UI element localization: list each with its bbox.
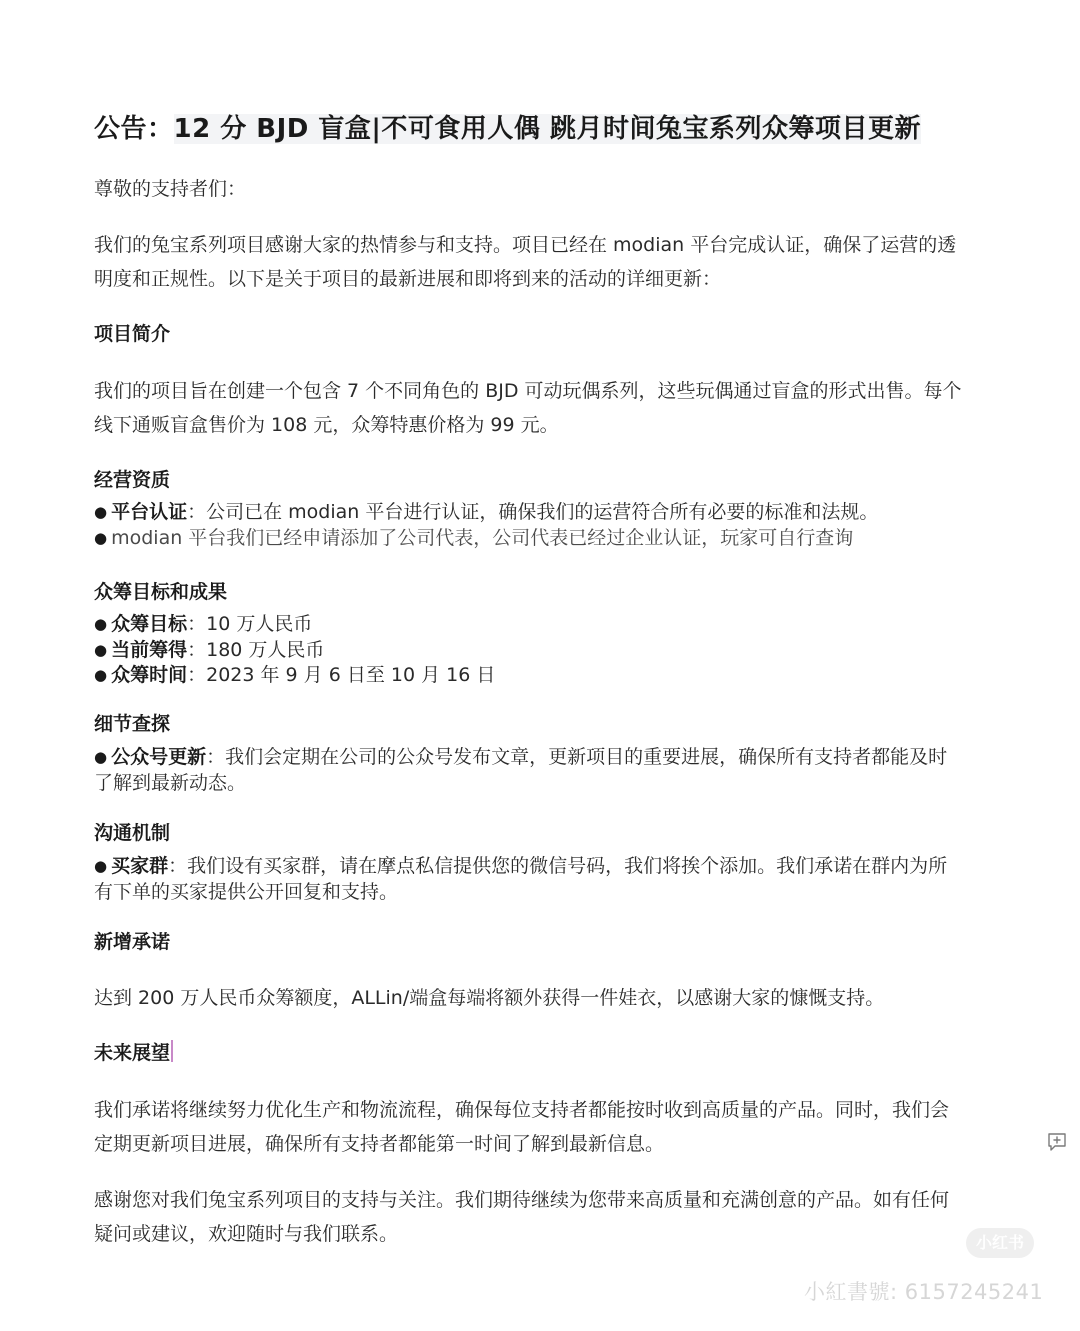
list-item [94,745,964,795]
list-item [94,663,964,689]
promise-heading: 新增承诺 [94,931,171,953]
details-heading: 细节查探 [94,713,171,735]
text-cursor [171,1040,173,1062]
bullet-icon: ● [94,857,108,875]
item-text: modian 平台我们已经申请添加了公司代表，公司代表已经过企业认证，玩家可自行查询 [111,526,854,549]
item-label: 平台认证 [111,501,188,523]
title-prefix: 公告： [94,114,174,144]
future-paragraph: 我们承诺将继续努力优化生产和物流流程，确保每位支持者都能按时收到高质量的产品。同时，我们会定期更新项目进展，确保所有支持者都能第一时间了解到最新信息。 [94,1099,950,1155]
list-item [94,500,964,526]
intro-paragraph: 我们的兔宝系列项目感谢大家的热情参与和支持。项目已经在 modian 平台完成认证，确保了运营的透明度和正规性。以下是关于项目的最新进展和即将到来的活动的详细更新： [94,234,957,290]
bullet-icon: ● [94,528,108,547]
item-text: ：10 万人民币 [187,613,313,635]
item-label: 公众号更新 [111,746,207,768]
bullet-icon: ● [94,503,108,521]
item-label: 当前筹得 [111,638,188,661]
list-item [94,612,964,638]
greeting: 尊敬的支持者们： [94,178,247,200]
list-item [94,854,964,904]
qualification-list [94,500,964,551]
closing-paragraph: 感谢您对我们兔宝系列项目的支持与关注。我们期待继续为您带来高质量和充满创意的产品。如有任何疑问或建议，欢迎随时与我们联系。 [94,1189,950,1245]
qualification-heading: 经营资质 [94,469,171,491]
watermark-badge: 小红书 [966,1228,1034,1258]
add-comment-icon[interactable] [1047,1132,1067,1152]
item-label: 众筹目标 [111,613,188,635]
bullet-icon: ● [94,615,108,633]
future-heading: 未来展望 [94,1042,171,1064]
future-heading-row [94,1038,173,1068]
bullet-icon: ● [94,748,108,766]
overview-heading: 项目简介 [94,323,171,345]
item-label: 买家群 [111,855,169,877]
goals-heading: 众筹目标和成果 [94,581,228,603]
document-title [94,108,921,145]
watermark-text: 小紅書號: 6157245241 [804,1280,1044,1304]
communication-heading: 沟通机制 [94,822,171,844]
list-item [94,638,964,664]
bullet-icon: ● [94,666,108,684]
details-list [94,745,964,795]
item-text: ：2023 年 9 月 6 日至 10 月 16 日 [187,664,496,686]
goals-list [94,612,964,689]
title-main: 12 分 BJD 盲盒|不可食用人偶 跳月时间兔宝系列众筹项目更新 [173,114,921,144]
item-text: ：180 万人民币 [187,638,325,661]
item-text: ：我们会定期在公司的公众号发布文章，更新项目的重要进展，确保所有支持者都能及时了解到最新动态。 [94,746,948,794]
communication-list [94,854,964,904]
item-text: ：我们设有买家群，请在摩点私信提供您的微信号码，我们将挨个添加。我们承诺在群内为所有下单的买家提供公开回复和支持。 [94,855,948,903]
list-item [94,526,964,552]
overview-paragraph: 我们的项目旨在创建一个包含 7 个不同角色的 BJD 可动玩偶系列，这些玩偶通过盲盒的形式出售。每个线下通贩盲盒售价为 108 元，众筹特惠价格为 99 元。 [94,380,962,436]
promise-paragraph: 达到 200 万人民币众筹额度，ALLin/端盒每端将额外获得一件娃衣，以感谢大家的慷慨支持。 [94,987,885,1009]
bullet-icon: ● [94,640,108,659]
item-text: ：公司已在 modian 平台进行认证，确保我们的运营符合所有必要的标准和法规。 [187,501,879,523]
item-label: 众筹时间 [111,664,188,686]
